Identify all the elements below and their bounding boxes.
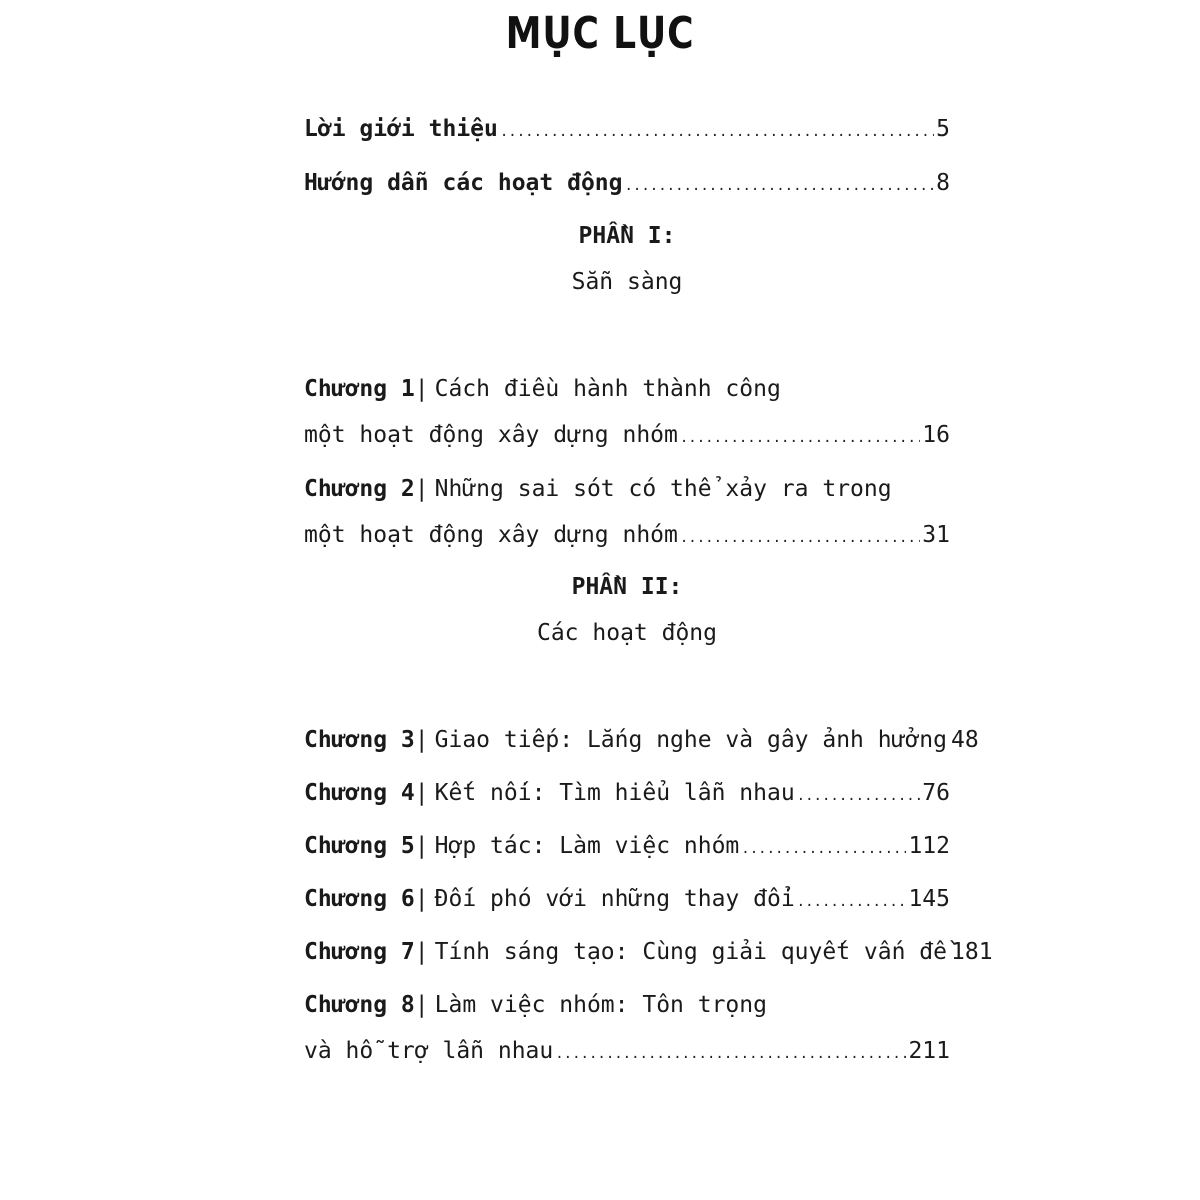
chapter-title: Kết nối: Tìm hiểu lẫn nhau: [434, 780, 795, 806]
chapter-label: Chương 4: [304, 780, 415, 806]
toc-entry-chapter-6[interactable]: Chương 6| Đối phó với những thay đổi ..... 145: [304, 882, 950, 916]
toc-entry-chapter-7[interactable]: Chương 7| Tính sáng tạo: Cùng giải quyết vấn đề 181: [304, 935, 950, 969]
part-2-title: PHẦN II:: [571, 574, 683, 600]
chapter-title: Hợp tác: Làm việc nhóm: [434, 833, 740, 859]
toc-page-number: 145: [908, 886, 950, 912]
part-1-subtitle: Sẵn sàng: [571, 269, 683, 295]
leader-dots: [500, 115, 934, 149]
toc-page-number: 16: [922, 422, 950, 448]
leader-dots: [555, 1037, 906, 1071]
toc-entry-chapter-1-line1[interactable]: Chương 1| Cách điều hành thành công: [304, 376, 781, 402]
toc-page-number: 211: [908, 1038, 950, 1064]
chapter-title: Giao tiếp: Lắng nghe và gây ảnh hưởng: [434, 727, 947, 753]
toc-entry-label: Lời giới thiệu: [304, 116, 498, 142]
chapter-title-cont: và hỗ trợ lẫn nhau: [304, 1038, 554, 1064]
toc-entry-chapter-5[interactable]: Chương 5| Hợp tác: Làm việc nhóm ..... 112: [304, 829, 950, 863]
chapter-label: Chương 7: [304, 939, 415, 965]
toc-page-number: 181: [951, 939, 993, 965]
chapter-label: Chương 2: [304, 476, 415, 502]
chapter-title: Những sai sót có thể xảy ra trong: [434, 476, 892, 502]
chapter-title: Đối phó với những thay đổi: [434, 886, 795, 912]
toc-entry-intro[interactable]: [304, 112, 950, 146]
toc-entry-chapter-8-line1[interactable]: Chương 8| Làm việc nhóm: Tôn trọng: [304, 992, 767, 1018]
toc-entry-chapter-2-line1[interactable]: Chương 2| Những sai sót có thể xảy ra trong: [304, 476, 892, 502]
toc-page-number: 8: [936, 170, 950, 196]
toc-entry-label: Hướng dẫn các hoạt động: [304, 170, 623, 196]
toc-entry-chapter-3[interactable]: Chương 3| Giao tiếp: Lắng nghe và gây ảnh hưởng 48: [304, 723, 950, 757]
leader-dots: [797, 885, 907, 919]
chapter-label: Chương 3: [304, 727, 415, 753]
leader-dots: [680, 521, 920, 555]
chapter-title: Tính sáng tạo: Cùng giải quyết vấn đề: [434, 939, 947, 965]
chapter-label: Chương 5: [304, 833, 415, 859]
toc-entry-chapter-2-line2[interactable]: [304, 518, 950, 552]
part-1-title: PHẦN I:: [578, 223, 676, 249]
leader-dots: [797, 779, 921, 813]
toc-page-number: 112: [908, 833, 950, 859]
leader-dots: [625, 169, 935, 203]
chapter-title: Cách điều hành thành công: [434, 376, 781, 402]
toc-entry-guide[interactable]: [304, 166, 950, 200]
chapter-title-cont: một hoạt động xây dựng nhóm: [304, 522, 678, 548]
chapter-title-cont: một hoạt động xây dựng nhóm: [304, 422, 678, 448]
chapter-label: Chương 1: [304, 376, 415, 402]
toc-page-number: 76: [922, 780, 950, 806]
chapter-label: Chương 6: [304, 886, 415, 912]
toc-entry-chapter-4[interactable]: Chương 4| Kết nối: Tìm hiểu lẫn nhau ..... 76: [304, 776, 950, 810]
chapter-label: Chương 8: [304, 992, 415, 1018]
toc-entry-chapter-1-line2[interactable]: [304, 418, 950, 452]
chapter-title: Làm việc nhóm: Tôn trọng: [434, 992, 767, 1018]
toc-page-number: 5: [936, 116, 950, 142]
page-title: MỤC LỤC: [505, 8, 695, 59]
toc-entry-chapter-8-line2[interactable]: [304, 1034, 950, 1068]
toc-page-number: 48: [951, 727, 979, 753]
leader-dots: [741, 832, 906, 866]
leader-dots: [680, 421, 920, 455]
toc-page-number: 31: [922, 522, 950, 548]
part-2-subtitle: Các hoạt động: [536, 620, 717, 646]
